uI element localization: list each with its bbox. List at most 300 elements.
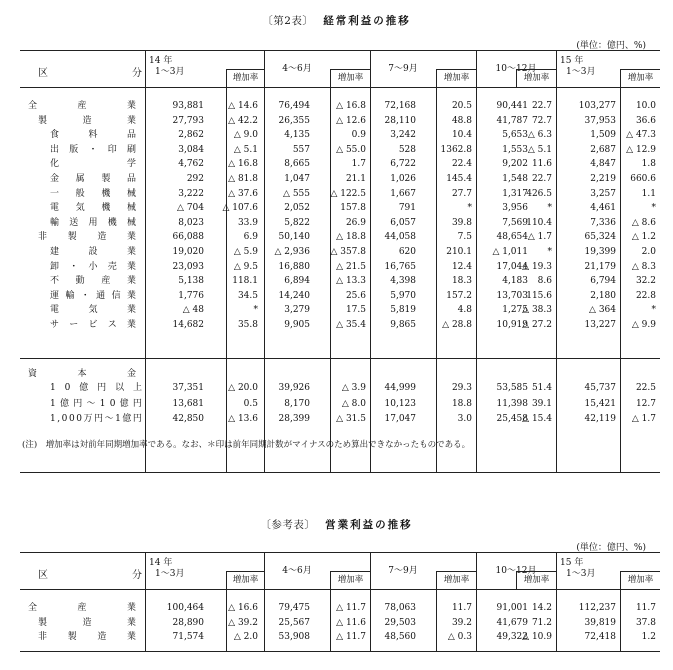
data-row bbox=[20, 304, 660, 316]
table2-tag: 〔参考表〕 bbox=[260, 519, 316, 531]
row-label bbox=[50, 202, 136, 214]
value-cell: 13,227 bbox=[584, 320, 616, 330]
value-cell: 9,202 bbox=[502, 159, 528, 170]
rate-cell: △ 3.9 bbox=[341, 383, 366, 393]
value-cell: 65,324 bbox=[584, 232, 616, 243]
value-cell: 10,919 bbox=[496, 320, 528, 330]
rate-cell: 22.7 bbox=[531, 174, 552, 184]
rate-cell: 12.4 bbox=[451, 261, 472, 272]
capital-row bbox=[20, 398, 660, 410]
value-cell: 2,180 bbox=[590, 290, 616, 301]
rate-cell: * bbox=[547, 203, 552, 214]
rate-cell: △ 38.3 bbox=[522, 305, 552, 316]
data-row bbox=[20, 100, 660, 112]
row-label-char: 金 bbox=[50, 174, 60, 184]
row-label-char: 通 bbox=[96, 290, 106, 301]
value-cell: 23,093 bbox=[172, 261, 204, 272]
row-label bbox=[38, 115, 136, 127]
period-months: 1～3月 bbox=[155, 67, 185, 77]
row-label bbox=[50, 275, 136, 287]
rate-cell: △ 15.4 bbox=[522, 414, 552, 424]
rate-cell: * bbox=[651, 305, 656, 316]
value-cell: 71,574 bbox=[172, 632, 204, 643]
value-cell: 2,862 bbox=[178, 130, 204, 141]
value-cell: 16,765 bbox=[384, 261, 416, 272]
rate-header: 増加率 bbox=[226, 69, 264, 87]
rate-cell: △ 18.8 bbox=[336, 232, 366, 243]
value-cell: 3,242 bbox=[390, 130, 416, 141]
value-cell: 15,421 bbox=[584, 398, 616, 409]
data-row bbox=[20, 188, 660, 200]
value-cell: 50,140 bbox=[278, 232, 310, 243]
value-cell: 11,398 bbox=[496, 398, 528, 409]
row-label-char: 上 bbox=[132, 383, 142, 393]
rate-cell: △ 13.3 bbox=[336, 276, 366, 287]
value-cell: 8,023 bbox=[178, 217, 204, 228]
rate-header: 増加率 bbox=[620, 69, 660, 87]
row-label-char: 業 bbox=[126, 247, 136, 257]
table1-tag: 〔第2表〕 bbox=[262, 15, 314, 27]
value-cell: 78,063 bbox=[384, 603, 416, 613]
row-label-char: 円 bbox=[132, 414, 142, 424]
rate-cell: 118.1 bbox=[232, 276, 258, 287]
rate-cell: △ 14.6 bbox=[228, 101, 258, 111]
row-label-char: 造 bbox=[97, 632, 107, 643]
rate-cell: 12.7 bbox=[635, 398, 656, 409]
row-label bbox=[50, 413, 142, 425]
row-label-char: ～ bbox=[86, 398, 96, 409]
rate-cell: 72.7 bbox=[531, 115, 552, 126]
row-label-char: ・ bbox=[69, 261, 79, 272]
table2-title-line bbox=[0, 517, 673, 532]
value-cell: 16,880 bbox=[278, 261, 310, 272]
row-label-char: 出 bbox=[50, 144, 60, 155]
row-label-char: 業 bbox=[126, 320, 136, 330]
value-cell: 17,044 bbox=[496, 261, 528, 272]
capital-label-char: 資 bbox=[28, 369, 38, 379]
value-cell: 39,819 bbox=[584, 617, 616, 628]
period-year: 14 年 bbox=[149, 56, 173, 66]
rate-cell: * bbox=[547, 247, 552, 257]
rate-cell: △ 21.5 bbox=[336, 261, 366, 272]
rate-cell: 22.8 bbox=[635, 290, 656, 301]
period-header: 4～6月 bbox=[282, 64, 312, 74]
column-divider bbox=[370, 553, 371, 589]
rate-cell: △ 42.2 bbox=[228, 115, 258, 126]
rate-cell: 1.7 bbox=[351, 159, 366, 170]
period-header: 7～9月 bbox=[388, 64, 418, 74]
row-label-char: 輸 bbox=[65, 290, 75, 301]
value-cell: 5,653 bbox=[502, 130, 528, 141]
row-label-char: 0 bbox=[61, 414, 68, 424]
value-cell: 557 bbox=[292, 144, 310, 155]
category-header-char: 分 bbox=[132, 570, 142, 581]
row-label-text bbox=[50, 304, 136, 316]
row-label-char: 気 bbox=[75, 203, 85, 214]
rate-cell: △ 28.8 bbox=[442, 320, 472, 330]
rate-cell: △ 1.7 bbox=[527, 232, 552, 243]
row-label bbox=[50, 261, 136, 273]
row-label-char: 学 bbox=[126, 159, 136, 170]
rate-cell: △ 9.5 bbox=[233, 261, 258, 272]
period-months: 1～3月 bbox=[566, 67, 596, 77]
rate-cell: * bbox=[467, 203, 472, 214]
value-cell: 27,793 bbox=[172, 115, 204, 126]
rate-cell: 33.9 bbox=[237, 217, 258, 228]
table2-title: 営業利益の推移 bbox=[325, 519, 413, 531]
value-cell: 72,168 bbox=[384, 101, 416, 111]
value-cell: 2,052 bbox=[284, 203, 310, 214]
row-label-char: 業 bbox=[126, 290, 136, 301]
value-cell: 1,553 bbox=[502, 144, 528, 155]
row-label-text bbox=[50, 246, 136, 258]
row-label-char: 機 bbox=[101, 188, 111, 199]
value-cell: 5,970 bbox=[390, 290, 416, 301]
rate-cell: 10.4 bbox=[451, 130, 472, 141]
category-header bbox=[38, 64, 142, 79]
period-year: 14 年 bbox=[149, 558, 173, 568]
row-label-char: サ bbox=[50, 320, 60, 330]
rate-cell: 11.6 bbox=[531, 159, 552, 170]
value-cell: 292 bbox=[186, 174, 204, 184]
row-label bbox=[50, 319, 136, 331]
table2 bbox=[20, 552, 660, 652]
row-label-char: 全 bbox=[28, 101, 38, 111]
row-label-char: 化 bbox=[50, 159, 60, 170]
row-label-text bbox=[28, 100, 136, 112]
value-cell: 4,135 bbox=[284, 130, 310, 141]
row-label-char: 円 bbox=[132, 398, 142, 409]
value-cell: 48,560 bbox=[384, 632, 416, 643]
rate-cell: 51.4 bbox=[531, 383, 552, 393]
row-label-text bbox=[50, 261, 136, 273]
data-row bbox=[20, 290, 660, 302]
row-label-char: ビ bbox=[88, 320, 98, 330]
value-cell: 13,681 bbox=[172, 398, 204, 409]
capital-label-text bbox=[28, 368, 136, 380]
rate-cell: △ 8.0 bbox=[341, 398, 366, 409]
rate-cell: 3.0 bbox=[457, 414, 472, 424]
rate-cell: 35.8 bbox=[237, 320, 258, 330]
rate-cell: 22.7 bbox=[531, 101, 552, 111]
row-label-char: ・ bbox=[80, 290, 90, 301]
row-label-char: , bbox=[57, 414, 61, 424]
value-cell: 8,170 bbox=[284, 398, 310, 409]
rate-cell: △ 81.8 bbox=[228, 174, 258, 184]
value-cell: 4,183 bbox=[502, 276, 528, 287]
row-label-char: 以 bbox=[115, 383, 125, 393]
value-cell: 5,822 bbox=[284, 217, 310, 228]
value-cell: 9,865 bbox=[390, 320, 416, 330]
row-label bbox=[50, 158, 136, 170]
row-label-text bbox=[50, 158, 136, 170]
value-cell: 1,548 bbox=[502, 174, 528, 184]
period-year: 15 年 bbox=[560, 56, 584, 66]
row-label-char: 製 bbox=[38, 115, 48, 126]
data-row bbox=[20, 115, 660, 127]
row-label-char: 業 bbox=[126, 232, 136, 243]
value-cell: 100,464 bbox=[166, 603, 204, 613]
category-header-char: 分 bbox=[132, 68, 142, 79]
row-label-char: 建 bbox=[50, 247, 60, 257]
rate-cell: 29.3 bbox=[451, 383, 472, 393]
value-cell: 1,275 bbox=[502, 305, 528, 316]
value-cell: 5,138 bbox=[178, 276, 204, 287]
column-divider bbox=[556, 51, 557, 87]
data-row bbox=[20, 631, 660, 643]
value-cell: 41,679 bbox=[496, 617, 528, 628]
rate-cell: 1362.8 bbox=[440, 144, 472, 155]
row-label-text bbox=[38, 231, 136, 243]
rate-cell: 71.2 bbox=[531, 617, 552, 628]
value-cell: 14,682 bbox=[172, 320, 204, 330]
row-label-char: 送 bbox=[69, 217, 79, 228]
table1-title: 経常利益の推移 bbox=[323, 15, 411, 27]
value-cell: 17,047 bbox=[384, 414, 416, 424]
rate-cell: △ 5.1 bbox=[233, 144, 258, 155]
row-label-text bbox=[50, 275, 136, 287]
value-cell: 39,926 bbox=[278, 383, 310, 393]
row-label-char: 械 bbox=[126, 217, 136, 228]
value-cell: 1,317 bbox=[502, 188, 528, 199]
row-label-char: 業 bbox=[126, 632, 136, 643]
table1-title-line bbox=[0, 13, 673, 28]
capital-label-char: 本 bbox=[77, 369, 87, 379]
rate-cell: 115.6 bbox=[526, 290, 552, 301]
row-label-char: 造 bbox=[97, 232, 107, 243]
rate-cell: △ 2.0 bbox=[233, 632, 258, 643]
rate-cell: 48.8 bbox=[451, 115, 472, 126]
data-row bbox=[20, 144, 660, 156]
rate-header: 増加率 bbox=[226, 571, 264, 589]
value-cell: 37,351 bbox=[172, 383, 204, 393]
value-cell: 1,776 bbox=[178, 290, 204, 301]
row-label-char: 小 bbox=[88, 261, 98, 272]
value-cell: 3,956 bbox=[502, 203, 528, 214]
row-label-char: 業 bbox=[126, 115, 136, 126]
data-row bbox=[20, 231, 660, 243]
period-header: 7～9月 bbox=[388, 566, 418, 576]
rate-header: 増加率 bbox=[516, 571, 556, 589]
rate-cell: △ 55.0 bbox=[336, 144, 366, 155]
row-label-char: 非 bbox=[38, 632, 48, 643]
row-label-char: ・ bbox=[88, 144, 98, 155]
rate-cell: 14.2 bbox=[531, 603, 552, 613]
rate-cell: △ 31.5 bbox=[336, 414, 366, 424]
rate-cell: 21.1 bbox=[345, 174, 366, 184]
row-label-char: 億 bbox=[59, 398, 69, 409]
row-label-char: 電 bbox=[50, 203, 60, 214]
period-year: 15 年 bbox=[560, 558, 584, 568]
rate-cell: 426.5 bbox=[526, 188, 552, 199]
value-cell: 6,722 bbox=[390, 159, 416, 170]
rate-header: 増加率 bbox=[330, 69, 370, 87]
table2-unit: (単位：億円、%) bbox=[576, 543, 646, 553]
rate-cell: △ 357.8 bbox=[330, 247, 366, 257]
row-label-char: 円 bbox=[97, 383, 107, 393]
row-label-char: 機 bbox=[101, 203, 111, 214]
rate-cell: △ 0.3 bbox=[447, 632, 472, 643]
value-cell: 93,881 bbox=[172, 101, 204, 111]
rate-cell: 36.6 bbox=[635, 115, 656, 126]
row-label bbox=[38, 631, 136, 643]
value-cell: 4,847 bbox=[590, 159, 616, 170]
rate-cell: △ 1.2 bbox=[631, 232, 656, 243]
rate-cell: 2.0 bbox=[641, 247, 656, 257]
rate-cell: 4.8 bbox=[457, 305, 472, 316]
value-cell: 29,503 bbox=[384, 617, 416, 628]
rate-cell: 1.1 bbox=[641, 188, 656, 199]
rate-header: 増加率 bbox=[436, 571, 476, 589]
row-label-char: ー bbox=[69, 320, 79, 330]
rate-cell: 25.6 bbox=[345, 290, 366, 301]
value-cell: 53,908 bbox=[278, 632, 310, 643]
period-header: 10～12月 bbox=[495, 566, 537, 576]
value-cell: 1,667 bbox=[390, 188, 416, 199]
column-divider bbox=[476, 51, 477, 87]
value-cell: 7,336 bbox=[590, 217, 616, 228]
rate-cell: △ 8.3 bbox=[631, 261, 656, 272]
rate-cell: 210.1 bbox=[446, 247, 472, 257]
value-cell: 8,665 bbox=[284, 159, 310, 170]
row-label-char: 造 bbox=[82, 617, 92, 628]
rate-cell: 110.4 bbox=[526, 217, 552, 228]
column-divider bbox=[370, 51, 371, 87]
data-row bbox=[20, 158, 660, 170]
row-label-char: 料 bbox=[88, 130, 98, 141]
rate-cell: △ 27.2 bbox=[522, 320, 552, 330]
row-label-text bbox=[38, 631, 136, 643]
row-label-char: 設 bbox=[88, 247, 98, 257]
value-cell: 791 bbox=[398, 203, 416, 214]
rate-cell: △ 35.4 bbox=[336, 320, 366, 330]
period-months: 1～3月 bbox=[566, 569, 596, 579]
rate-cell: 32.2 bbox=[635, 276, 656, 287]
rate-cell: △ 5.9 bbox=[233, 247, 258, 257]
row-label bbox=[28, 602, 136, 614]
row-label-char: 1 bbox=[115, 414, 121, 424]
value-cell: 3,257 bbox=[590, 188, 616, 199]
value-cell: 90,441 bbox=[496, 101, 528, 111]
row-label-char: 1 bbox=[99, 398, 106, 409]
value-cell: 4,398 bbox=[390, 276, 416, 287]
row-label-char: 万 bbox=[83, 414, 93, 424]
value-cell: 41,787 bbox=[496, 115, 528, 126]
row-label-char: 用 bbox=[88, 217, 98, 228]
rate-cell: △ 11.7 bbox=[336, 603, 366, 613]
data-row bbox=[20, 617, 660, 629]
value-cell: 28,399 bbox=[278, 414, 310, 424]
category-header-char: 区 bbox=[38, 570, 48, 581]
data-row bbox=[20, 217, 660, 229]
rate-cell: △ 11.6 bbox=[336, 617, 366, 628]
row-label-char: 不 bbox=[50, 276, 60, 287]
row-label-char: 刷 bbox=[126, 144, 136, 155]
row-label bbox=[28, 100, 136, 112]
row-label-text bbox=[50, 202, 136, 214]
data-row bbox=[20, 275, 660, 287]
value-cell: 6,894 bbox=[284, 276, 310, 287]
value-cell: 42,119 bbox=[584, 414, 616, 424]
row-label-char: 業 bbox=[126, 603, 136, 613]
capital-label bbox=[28, 368, 136, 380]
rate-cell: 1.8 bbox=[641, 159, 656, 170]
rate-cell: △ 9.9 bbox=[631, 320, 656, 330]
row-label-char: 製 bbox=[101, 174, 111, 184]
row-label bbox=[50, 290, 136, 302]
table1-body bbox=[20, 88, 660, 473]
row-label-char: 業 bbox=[126, 276, 136, 287]
row-label-char: 業 bbox=[126, 617, 136, 628]
rate-cell: 660.6 bbox=[630, 174, 656, 184]
row-label bbox=[50, 173, 136, 185]
row-label-text bbox=[50, 319, 136, 331]
value-cell: 3,279 bbox=[284, 305, 310, 316]
value-cell: 6,057 bbox=[390, 217, 416, 228]
period-header bbox=[560, 558, 616, 580]
row-label-text bbox=[38, 617, 136, 629]
data-row bbox=[20, 246, 660, 258]
value-cell: △ 1,011 bbox=[492, 247, 528, 257]
row-label bbox=[38, 231, 136, 243]
row-label-char: ～ bbox=[104, 414, 114, 424]
rate-cell: △ 13.6 bbox=[228, 414, 258, 424]
row-label-char: 1 bbox=[50, 414, 56, 424]
data-row bbox=[20, 261, 660, 273]
row-label-char: 業 bbox=[126, 101, 136, 111]
row-label-char: 1 bbox=[50, 383, 56, 393]
row-label-text bbox=[50, 290, 136, 302]
rate-cell: △ 12.6 bbox=[336, 115, 366, 126]
value-cell: 7,569 bbox=[502, 217, 528, 228]
row-label bbox=[50, 217, 136, 229]
rate-cell: △ 12.9 bbox=[626, 144, 656, 155]
value-cell: 13,703 bbox=[496, 290, 528, 301]
value-cell: 6,794 bbox=[590, 276, 616, 287]
table1 bbox=[20, 50, 660, 473]
row-label-char: 産 bbox=[77, 603, 87, 613]
column-divider bbox=[264, 51, 265, 87]
value-cell: 4,762 bbox=[178, 159, 204, 170]
row-label-char: 億 bbox=[119, 398, 129, 409]
rate-cell: △ 6.3 bbox=[527, 130, 552, 141]
data-row bbox=[20, 173, 660, 185]
value-cell: 25,458 bbox=[496, 414, 528, 424]
data-row bbox=[20, 602, 660, 614]
row-label-char: 製 bbox=[38, 617, 48, 628]
value-cell: 1,509 bbox=[590, 130, 616, 141]
rate-cell: 18.3 bbox=[451, 276, 472, 287]
rate-cell: 157.8 bbox=[340, 203, 366, 214]
value-cell: 44,999 bbox=[384, 383, 416, 393]
row-label-char: 輸 bbox=[50, 217, 60, 228]
row-label-text bbox=[50, 217, 136, 229]
value-cell: 4,461 bbox=[590, 203, 616, 214]
row-label-char: 卸 bbox=[50, 261, 60, 272]
rate-cell: * bbox=[651, 203, 656, 214]
rate-cell: 11.7 bbox=[635, 603, 656, 613]
rate-cell: △ 39.2 bbox=[228, 617, 258, 628]
row-label-char: 0 bbox=[76, 414, 82, 424]
value-cell: 49,322 bbox=[496, 632, 528, 643]
value-cell: 25,567 bbox=[278, 617, 310, 628]
row-label-char: 産 bbox=[101, 276, 111, 287]
category-header-char: 区 bbox=[38, 68, 48, 79]
rate-cell: 18.8 bbox=[451, 398, 472, 409]
row-label-char: 億 bbox=[122, 414, 132, 424]
row-label bbox=[50, 246, 136, 258]
value-cell: 26,355 bbox=[278, 115, 310, 126]
